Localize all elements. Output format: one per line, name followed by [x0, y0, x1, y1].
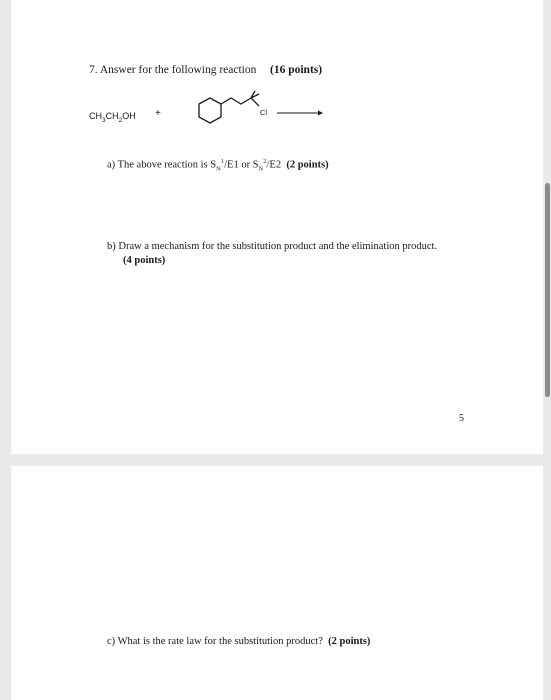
vertical-scrollbar[interactable]: [545, 183, 550, 397]
chloride-label: Cl: [260, 108, 268, 117]
plus-sign: +: [155, 108, 161, 119]
part-b-points: (4 points): [123, 255, 166, 266]
document-page-6: [11, 466, 543, 700]
reactant-ethanol: $CH_3CH_2OH$: [89, 111, 136, 124]
cyclohexane-ring: [199, 98, 221, 123]
question-points: (16 points): [270, 64, 323, 76]
page-number: 5: [459, 413, 464, 424]
alkyl-chloride-structure: [189, 90, 269, 134]
question-title: 7. Answer for the following reaction: [89, 64, 257, 76]
document-page-5: [11, 0, 543, 454]
part-c-question: c) What is the rate law for the substitution product? (2 points): [107, 636, 371, 647]
part-b-question: b) Draw a mechanism for the substitution product and the elimination product.: [107, 241, 438, 252]
side-chain-bonds: [221, 98, 251, 104]
reaction-arrow-icon: [277, 108, 323, 118]
chloride-bond: [251, 98, 259, 106]
part-a-question: a) The above reaction is $S_N^1/E1$ or $S_N^2/E2$ (2 points): [107, 158, 329, 173]
